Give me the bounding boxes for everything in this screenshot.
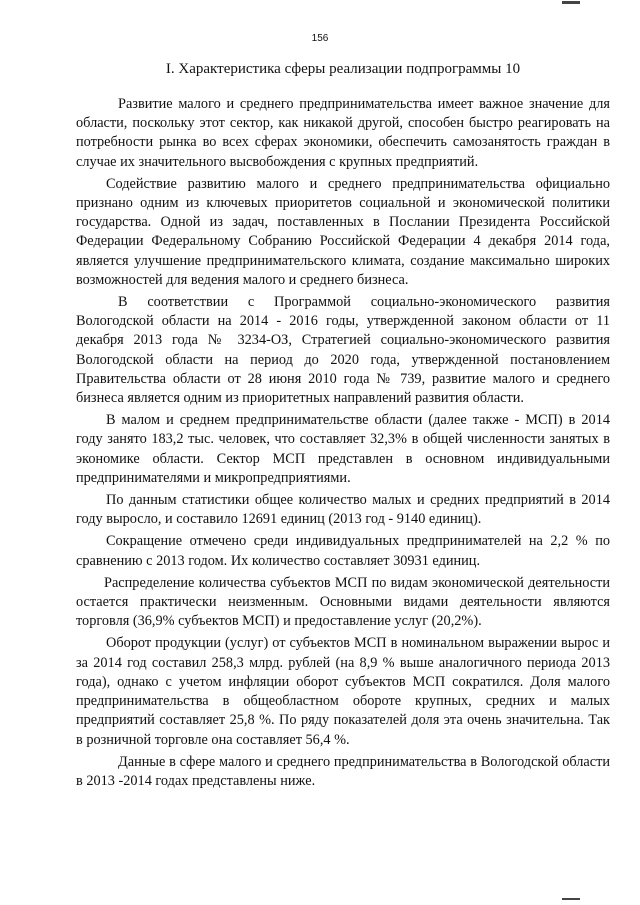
paragraph-4: В малом и среднем предпринимательстве области (далее также - МСП) в 2014 году занято 183,2 тыс. человек, что составляет 32,3% в общей численности занятых в экономике области. Сектор МСП представлен в основном индивидуальными предпринимателями и микропредприятиями.: [76, 412, 610, 486]
section-heading: I. Характеристика сферы реализации подпрограммы 10: [165, 61, 521, 77]
scan-mark-top: [562, 1, 580, 4]
paragraph-7: Распределение количества субъектов МСП по видам экономической деятельности остается практически неизменным. Основными видами деятельности являются торговля (36,9% субъектов МСП) и предоставление услуг (20,2%).: [76, 574, 610, 630]
paragraph-6: Сокращение отмечено среди индивидуальных предпринимателей на 2,2 % по сравнению с 2013 годом. Их количество составляет 30931 единиц.: [76, 533, 610, 569]
paragraph-1: Развитие малого и среднего предпринимательства имеет важное значение для области, поскольку этот сектор, как никакой другой, способен быстро реагировать на потребности рынка во всех сферах экономики, обеспечить самозанятость граждан в случае их значительного высвобождения с крупных предприятий.: [76, 96, 610, 170]
paragraph-9: Данные в сфере малого и среднего предпринимательства в Вологодской области в 2013 -2014 годах представлены ниже.: [76, 753, 610, 789]
paragraph-5: По данным статистики общее количество малых и средних предприятий в 2014 году выросло, и составило 12691 единиц (2013 год - 9140 единиц).: [76, 492, 610, 528]
body-text: [76, 95, 610, 794]
page-number: 156: [311, 33, 329, 44]
scan-mark-bottom: [562, 898, 580, 900]
paragraph-8: Оборот продукции (услуг) от субъектов МСП в номинальном выражении вырос и за 2014 год составил 258,3 млрд. рублей (на 8,9 % выше аналогичного периода 2013 года), однако с учетом инфляции оборот субъектов МСП сократился. Доля малого предпринимательства в общеобластном обороте крупных, средних и малых предприятий составляет 25,8 %. По ряду показателей доля эта очень значительна. Так в розничной торговле она составляет 56,4 %.: [76, 635, 610, 748]
paragraph-3: В соответствии с Программой социально-экономического развития Вологодской области на 2014 - 2016 годы, утвержденной законом области от 11 декабря 2013 года № 3234-ОЗ, Стратегией социально-экономического развития Вологодской области на период до 2020 года, утвержденной постановлением Правительства области от 28 июня 2010 года № 739, развитие малого и среднего бизнеса является одним из приоритетных направлений развития области.: [76, 294, 610, 407]
paragraph-2: Содействие развитию малого и среднего предпринимательства официально признано одним из ключевых приоритетов социальной и экономической политики государства. Одной из задач, поставленных в Послании Президента Российской Федерации Федеральному Собранию Российской Федерации 4 декабря 2014 года, является улучшение предпринимательского климата, создание максимально широких возможностей для ведения малого и среднего бизнеса.: [76, 175, 610, 288]
